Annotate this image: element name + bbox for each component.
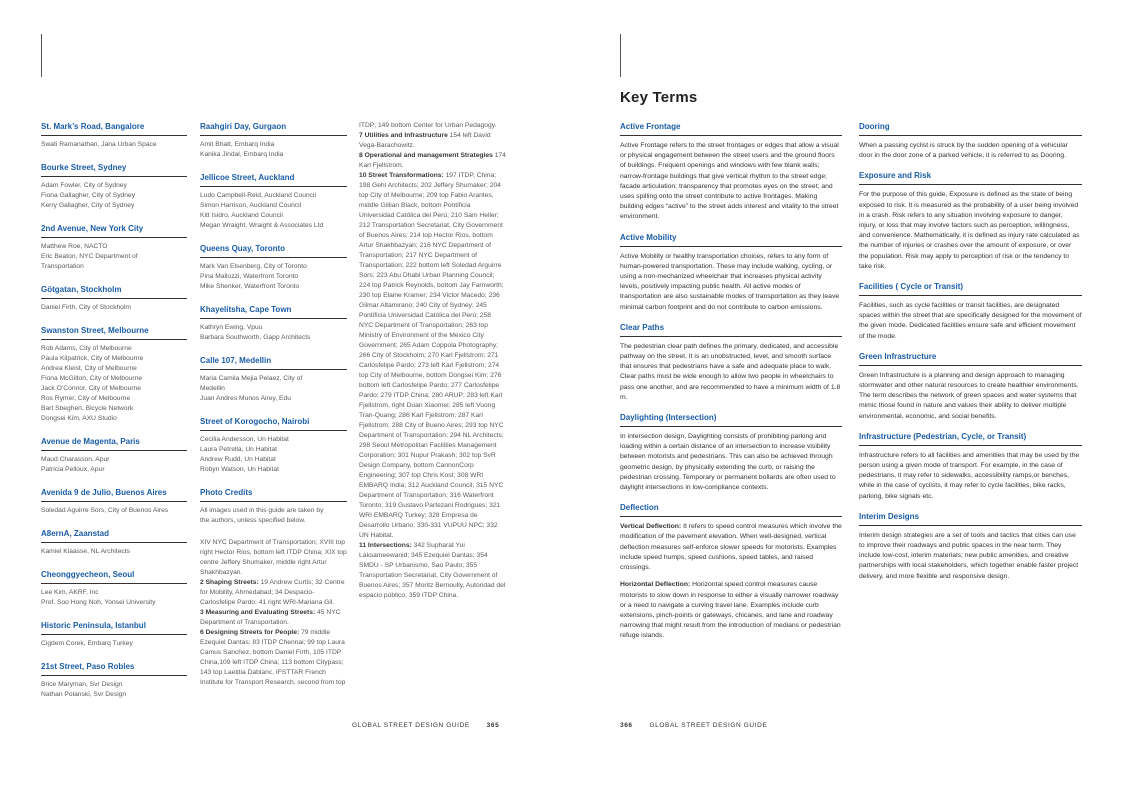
- credit-names: [41, 680, 187, 700]
- credit-chapter-text: 19 Andrew Curtis; 32 Centre for Mobility, Ahmedabad; 34 Despacio-Carlosfelipe Pardo; 41 right WRI-Mariana Gil.: [200, 579, 345, 606]
- page-title: Key Terms: [620, 89, 698, 106]
- credit-names: [41, 242, 187, 272]
- credit-names: [41, 140, 187, 150]
- credit-chapter-text: 197 ITDP, China; 198 Gehl Architects; 202 Jeffery Shumaker; 204 top City of Melbourne; 209 top Fabio Arantes, middle Gillian Black, bottom Pontificia Universidad Católica del Perú; 210 Sam Heller; 212 Transportation Secretariat, City Government of Buenos Aires; 214 top Hector Rios, bottom Artur Shakhbazyan; 216 NYC Department of Transportation; 217 NYC Department of Transportation; 222 bottom left Soledad Arguirre Sors; 223 Abu Dhabi Urban Planning Council; 224 top Patrick Reynolds, bottom Jay Farnworth; 230 top Elaine Kramer; 234 Victor Macedo; 236 Gilmar Altamirano; 240 City of Sydney; 245 Pontificia Universidad Católica del Perú; 258 NYC Department of Transportation; 263 top Ministry of Environment of the Mexico City Government; 265 Adam Coppola Photography; 266 City of Stockholm; 270 Karl Fjellstrom; 271 Carlosfelipe Pardo; 273 left Karl Fjellstrom; 274 top City of Melbourne, bottom Dongsei Kim; 276 bottom left Carlosfelipe Pardo; 277 Carlosfelipe Pardo; 279 ITDP China; 280 ARUP; 283 left Karl Fjellstrom, right Duan Xiaomei; 285 left Vuong Tran-Quang; 286 Karl Fjellstrom; 287 Karl Fjellstrom; 288 City of Bueno Aires; 293 top NYC Department of Transportation; 294 NL Architects; 298 Seoul Metropolitan Facilities Management Corporation; 301 Nupur Prakash; 302 top SvR Design Company, bottom CannonCorp Engineering; 307 top Chris Kost; 308 WRI EMBARQ India; 312 Auckland Council; 315 NYC Department of Transportation; 316 Waterfront Toronto; 319 Gustavo Partezani Rodrigues; 321 WRI EMBARQ Turkey; 328 Empresa de Desarrollo Urbano; 330-331 VUPUU NPC; 332 UN Habitat.: [359, 172, 504, 539]
- credit-names: [41, 455, 187, 475]
- term-definition: [859, 531, 1082, 582]
- term-definition: [620, 342, 842, 403]
- credit-entry: [200, 121, 347, 160]
- credit-names: [200, 140, 347, 160]
- page-number: 366: [620, 722, 633, 729]
- credit-chapter-label: 7 Utilities and Infrastructure: [359, 132, 448, 139]
- credit-heading: Cheonggyecheon, Seoul: [41, 569, 187, 584]
- credit-chapter-text: ITDP; 149 bottom Center for Urban Pedagogy.: [359, 122, 497, 129]
- term-text: Interim design strategies are a set of tools and tactics that cities can use to improve their roadways and public spaces in the near term. They include low-cost, interim materials; new public amenities, and creative partnerships with local stakeholders, which together enable faster project delivery, and more flexible and responsive design.: [859, 531, 1079, 580]
- credit-entry: [200, 243, 347, 292]
- credit-name-line: Patricia Pelloux, Apur: [41, 466, 105, 473]
- credit-names: [41, 588, 187, 608]
- left-page: [0, 0, 561, 794]
- credit-chapter-text: 154 left David Vega-Barachowitz.: [359, 132, 491, 149]
- footer-left: [352, 722, 499, 729]
- term-text: Infrastructure refers to all facilities and amenities that may be used by the person using a given mode of transport. For example, in the case of pedestrians, it may refer to sidewalks, accessibility ramps,or benches, while in the case of cyclists, it may refer to cycle facilities, bike racks, parking, bike signals etc.: [859, 451, 1080, 500]
- term-heading: Active Mobility: [620, 232, 842, 247]
- credit-heading: Avenue de Magenta, Paris: [41, 436, 187, 451]
- credit-entry: [200, 355, 347, 404]
- footer-guide-title: GLOBAL STREET DESIGN GUIDE: [352, 722, 470, 729]
- credits-column-1: [41, 121, 187, 712]
- credit-heading: Avenida 9 de Julio, Buenos Aires: [41, 487, 187, 502]
- photo-credits-text: [200, 538, 347, 688]
- credit-name-line: Megan Wraight, Wraight & Associates Ltd: [200, 222, 324, 229]
- term-paragraph: [859, 451, 1082, 502]
- term-definition: [859, 301, 1082, 342]
- credit-heading: 21st Street, Paso Robles: [41, 661, 187, 676]
- credit-chapter-text: 174 Karl Fjellstrom.: [359, 152, 506, 169]
- term-text: Active Frontage refers to the street frontages or edges that allow a visual or physical engagement between the street users and the ground floors of buildings. Frequent openings and windows with few blank walls; narrow-frontage buildings that give vertical rhythm to the street edge; facade articulation; transparency that promotes eyes on the street; and uses spilling onto the street contribute to active frontages. Making building edges “active” to the street adds interest and vitality to the street environment.: [620, 142, 839, 221]
- credit-name-line: Bart Sbeghen, Bicycle Network: [41, 405, 134, 412]
- credit-names: [41, 639, 187, 649]
- credit-name-line: Transportation: [41, 263, 84, 270]
- term-paragraph: [620, 252, 842, 313]
- credit-heading: Khayelitsha, Cape Town: [200, 304, 347, 319]
- credit-name-line: Ludo Campbell-Reid, Auckland Council: [200, 192, 316, 199]
- term-heading: Dooring: [859, 121, 1082, 136]
- credit-entry: [41, 284, 187, 313]
- term-heading: Exposure and Risk: [859, 170, 1082, 185]
- credit-name-line: Prof. Soo Hong Noh, Yonsei University: [41, 599, 156, 606]
- credit-name-line: Lee Kim, AKRF, Inc: [41, 589, 99, 596]
- credit-name-line: Andrew Rudd, Un Habitat: [200, 456, 276, 463]
- term-definition: [859, 190, 1082, 272]
- term-text: Active Mobility or healthy transportation choices, refers to any form of human-powered transportation. These may include walking, cycling, or using a non-mechanized wheelchair that increases physical activity levels, positively impacting public health. All active modes of transportation are also sustainable modes of transportation as they leave minimal carbon footprint and do not contribute to carbon emissions.: [620, 252, 840, 311]
- credit-name-line: Soledad Aguirre Sors, City of Buenos Aires: [41, 507, 169, 514]
- credit-names: [200, 374, 347, 404]
- credit-entry: [41, 661, 187, 700]
- term-definition: [620, 252, 842, 313]
- credit-name-line: Swati Ramanathan, Jana Urban Space: [41, 141, 157, 148]
- term-entry: [620, 232, 842, 313]
- term-subheading: Vertical Deflection:: [620, 523, 682, 531]
- credit-name-line: Kerry Gallagher, City of Sydney: [41, 202, 135, 209]
- term-heading: Interim Designs: [859, 511, 1082, 526]
- term-definition: [620, 522, 842, 641]
- credit-name-line: Dongsei Kim, AXU Studio: [41, 415, 117, 422]
- credit-names: [200, 262, 347, 292]
- term-text: For the purpose of this guide, Exposure is defined as the state of being exposed to risk. It is measured as the probability of a user being involved in a crash. Risk refers to any situation involving exposure to danger, injury, or loss that may involve factors such as perception, willingness, and convenience. Mathematically, it is defined as injury rate calculated as the number of injuries or crashes over the amount of exposure, or over the population. Risk may apply to perception of risk or the tendency to take risk.: [859, 191, 1080, 270]
- credit-heading: St. Mark’s Road, Bangalore: [41, 121, 187, 136]
- credit-name-line: Fiona Gallagher, City of Sydney: [41, 192, 136, 199]
- credit-name-line: Daniel Firth, City of Stockholm: [41, 304, 131, 311]
- credit-name-line: Paula Kilpatrick, City of Melbourne: [41, 355, 144, 362]
- page-number: 365: [486, 722, 500, 729]
- credit-entry: [41, 436, 187, 475]
- term-text: It refers to speed control measures which involve the modification of the pavement elevation. When well-designed, vertical deflection measures self-enforce slower speeds for motorists. Examples include speed humps, speed cushions, speed tables, and raised crossings.: [620, 523, 842, 572]
- term-text: In intersection design, Daylighting consists of prohibiting parking and loading within a certain distance of an intersection to increase visibility between motorists and pedestrians. This can also be achieved through geometric design, by physically extending the curb, or raising the pedestrian crossing. Temporary or permanent bollards are often used to daylight intersections in low-compliance contexts.: [620, 433, 836, 492]
- term-entry: [859, 431, 1082, 502]
- credit-name-line: Medellin: [200, 385, 225, 392]
- credit-heading: Bourke Street, Sydney: [41, 162, 187, 177]
- credit-name-line: Jack O’Connor, City of Melbourne: [41, 385, 141, 392]
- term-subheading: Horizontal Deflection:: [620, 581, 691, 589]
- credit-name-line: Maud Charasson, Apur: [41, 456, 110, 463]
- credit-entry: [200, 172, 347, 231]
- credit-name-line: Mike Shenker, Waterfront Toronto: [200, 283, 300, 290]
- term-paragraph: [620, 432, 842, 493]
- credit-name-line: the authors, unless specified below.: [200, 517, 306, 524]
- credit-heading: Calle 107, Medellin: [200, 355, 347, 370]
- credit-heading: Street of Korogocho, Nairobi: [200, 416, 347, 431]
- credit-name-line: All images used in this guide are taken by: [200, 507, 324, 514]
- credit-names: [200, 191, 347, 231]
- credits-column-2: [200, 121, 347, 688]
- credit-heading: Queens Quay, Toronto: [200, 243, 347, 258]
- credit-chapter-text: 342 Supharat Yui Laksameewanid; 345 Ezequiel Dantas; 354 SMDU - SP Urbanismo, Sao Paulo; 355 Transportation Secretariat, City Government of Buenos Aires; 357 Moritz Bernoully, Autoridad del espacio público; 359 ITDP China.: [359, 542, 506, 599]
- term-paragraph: [620, 522, 842, 573]
- term-entry: [859, 351, 1082, 422]
- credit-name-line: Matthew Roe, NACTO: [41, 243, 108, 250]
- credit-names: [41, 547, 187, 557]
- credit-name-line: Laura Petrella, Un Habitat: [200, 446, 277, 453]
- credit-name-line: Eric Beaton, NYC Department of: [41, 253, 138, 260]
- credit-name-line: Amit Bhatt, Embarq India: [200, 141, 275, 148]
- credit-entry: [41, 569, 187, 608]
- credits-column-3: [359, 121, 506, 601]
- credit-names: [41, 303, 187, 313]
- term-paragraph: [859, 371, 1082, 422]
- credit-entry: [41, 487, 187, 516]
- term-paragraph: [859, 531, 1082, 582]
- credit-entry: [41, 121, 187, 150]
- credit-name-line: Robyn Watson, Un Habitat: [200, 466, 279, 473]
- credit-name-line: Kitt Isidro, Auckland Council: [200, 212, 283, 219]
- credit-name-line: Nathan Polanski, Svr Design: [41, 691, 127, 698]
- footer-right: [620, 722, 767, 729]
- term-paragraph: [859, 301, 1082, 342]
- term-paragraph: [859, 190, 1082, 272]
- term-entry: [859, 121, 1082, 161]
- term-heading: Active Frontage: [620, 121, 842, 136]
- term-entry: [859, 281, 1082, 342]
- footer-guide-title: GLOBAL STREET DESIGN GUIDE: [649, 722, 768, 729]
- credit-entry: [200, 487, 347, 526]
- credit-entry: [41, 325, 187, 424]
- credit-chapter-label: 11 Intersections:: [359, 542, 412, 549]
- credit-name-line: Brice Maryman, Svr Design: [41, 681, 123, 688]
- credit-chapter-text: 45 NYC Department of Transportation.: [200, 609, 341, 626]
- term-definition: [859, 371, 1082, 422]
- credit-heading: Raahgiri Day, Gurgaon: [200, 121, 347, 136]
- credit-chapter-label: 3 Measuring and Evaluating Streets:: [200, 609, 316, 616]
- credit-name-line: Simon Harrison, Auckland Council: [200, 202, 302, 209]
- credit-name-line: Andrea Kleist, City of Melbourne: [41, 365, 137, 372]
- credit-chapter-label: 8 Operational and management Strategies: [359, 152, 493, 159]
- credit-names: [41, 506, 187, 516]
- credit-chapter-text: XIV NYC Department of Transportation; XVIII top right Hector Rios, bottom left ITDP China; XIX top centre Jeffery Shumaker, middle right Artur Shakhbazyan.: [200, 539, 347, 576]
- term-entry: [620, 121, 842, 223]
- term-entry: [620, 502, 842, 641]
- credit-entry: [200, 416, 347, 475]
- credit-name-line: Cigdem Corek, Embarq Turkey: [41, 640, 133, 647]
- term-entry: [859, 170, 1082, 272]
- term-heading: Facilities ( Cycle or Transit): [859, 281, 1082, 296]
- credit-name-line: Ros Rymer, City of Melbourne: [41, 395, 131, 402]
- credit-heading: Götgatan, Stockholm: [41, 284, 187, 299]
- credit-heading: Jellicoe Street, Auckland: [200, 172, 347, 187]
- credit-names: [200, 435, 347, 475]
- credit-entry: [41, 223, 187, 272]
- term-entry: [620, 322, 842, 403]
- term-text: Green Infrastructure is a planning and design approach to managing stormwater and other natural resources to create healthier environments. The term describes the network of green spaces and water systems that mimic those found in nature and values their ability to deliver multiple environmental, economic, and social benefits.: [859, 371, 1079, 420]
- term-paragraph: [620, 141, 842, 223]
- term-text: Facilities, such as cycle facilities or transit facilities, are designated spaces within the street that are specifically designed for the movement of the given mode. Dedicated facilities ensure safe and efficient movement of the mode.: [859, 302, 1082, 340]
- credit-name-line: Mark Van Elsenberg, City of Toronto: [200, 263, 307, 270]
- credit-name-line: Kamiel Klaasse, NL Architects: [41, 548, 130, 555]
- term-heading: Clear Paths: [620, 322, 842, 337]
- credit-heading: Photo Credits: [200, 487, 347, 502]
- term-paragraph: [859, 141, 1082, 161]
- term-text: The pedestrian clear path defines the primary, dedicated, and accessible pathway on the street. It is an unobstructed, level, and smooth surface that ensures that pedestrians have a safe and adequate place to walk. Clear paths must be wide enough to allow two people in wheelchairs to pass one another, and are recommended to have a minimum width of 1.8 m.: [620, 342, 841, 401]
- credit-heading: Swanston Street, Melbourne: [41, 325, 187, 340]
- credit-names: [41, 344, 187, 424]
- credit-name-line: Maria Camila Mejia Pelaez, City of: [200, 375, 303, 382]
- credit-name-line: Pina Mallozzi, Waterfront Toronto: [200, 273, 299, 280]
- credit-name-line: Cecilia Andersson, Un Habitat: [200, 436, 289, 443]
- credit-chapter-label: 2 Shaping Streets:: [200, 579, 259, 586]
- term-definition: [859, 141, 1082, 161]
- key-terms-column-2: [859, 121, 1082, 591]
- term-entry: [620, 412, 842, 493]
- credit-entry: [41, 528, 187, 557]
- term-text: Horizontal speed control measures cause motorists to slow down in response to either a visually narrower roadway or a need to navigate a curving travel lane. Examples include curb extensions, pinch-points or gateways, chicanes, and lane and roadway narrowing that might result from the introduction of medians or pedestrian refuge islands.: [620, 581, 841, 640]
- credit-names: [41, 181, 187, 211]
- credit-chapter-label: 6 Designing Streets for People:: [200, 629, 300, 636]
- credit-heading: A8ernA, Zaanstad: [41, 528, 187, 543]
- term-heading: Daylighting (Intersection): [620, 412, 842, 427]
- credit-name-line: Barbara Southworth, Gapp Architects: [200, 334, 311, 341]
- credit-name-line: Adam Fowler, City of Sydney: [41, 182, 127, 189]
- term-paragraph: [620, 580, 842, 641]
- page-marker-rule: [620, 34, 621, 77]
- credit-name-line: Juan Andres Munos Airey, Edu: [200, 395, 291, 402]
- credit-names: [200, 323, 347, 343]
- photo-credits-text: [359, 121, 506, 601]
- page-marker-rule: [41, 34, 42, 77]
- term-entry: [859, 511, 1082, 582]
- key-terms-column-1: [620, 121, 842, 651]
- credit-name-line: Rob Adams, City of Melbourne: [41, 345, 132, 352]
- term-definition: [859, 451, 1082, 502]
- credit-name-line: Kanika Jindal, Embarq India: [200, 151, 284, 158]
- term-text: When a passing cyclist is struck by the sudden opening of a vehicular door in the door zone of a parked vehicle, it is referred to as Dooring.: [859, 142, 1068, 160]
- term-definition: [620, 432, 842, 493]
- credit-name-line: Fiona McGilton, City of Melbourne: [41, 375, 143, 382]
- credit-heading: Historic Peninsula, Istanbul: [41, 620, 187, 635]
- term-heading: Deflection: [620, 502, 842, 517]
- credit-entry: [200, 304, 347, 343]
- credit-entry: [41, 162, 187, 211]
- credit-names: [200, 506, 347, 526]
- term-definition: [620, 141, 842, 223]
- term-heading: Green Infrastructure: [859, 351, 1082, 366]
- credit-entry: [41, 620, 187, 649]
- term-paragraph: [620, 342, 842, 403]
- credit-heading: 2nd Avenue, New York City: [41, 223, 187, 238]
- term-heading: Infrastructure (Pedestrian, Cycle, or Transit): [859, 431, 1082, 446]
- credit-name-line: Kathryn Ewing, Vpuu: [200, 324, 263, 331]
- credit-chapter-text: 79 middle Ezequiel Dantas; 83 ITDP Chennai; 99 top Laura Camus Sanchez, bottom Daniel Firth, 105 ITDP China,109 left ITDP China; 113 bottom Citypass; 143 top Laetitia Dablanc, IFSTTAR French Institute for Transport Research, second from top: [200, 629, 346, 686]
- credit-chapter-label: 10 Street Transformations:: [359, 172, 444, 179]
